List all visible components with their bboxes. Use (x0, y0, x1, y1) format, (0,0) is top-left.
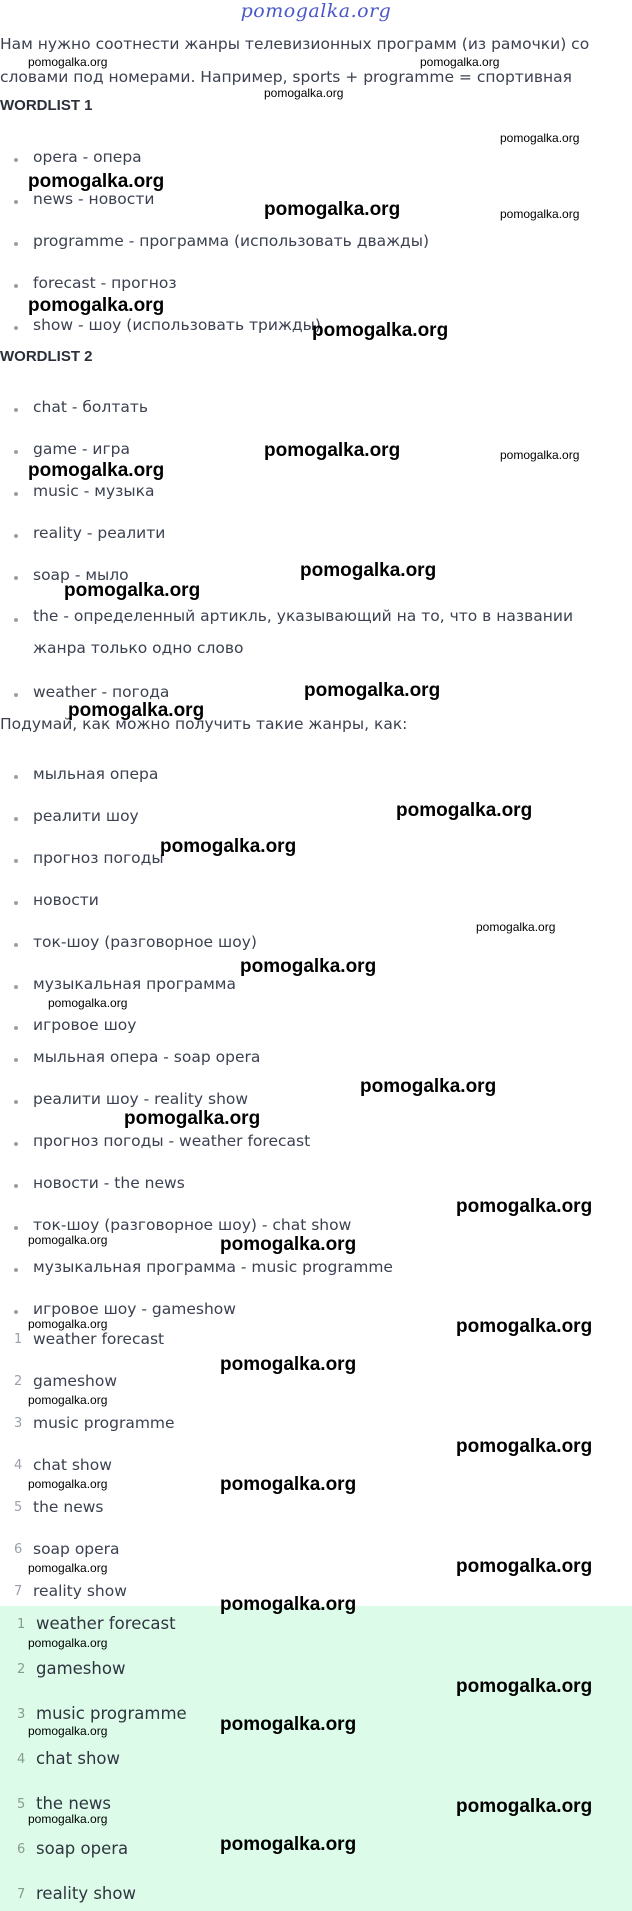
watermark: pomogalka.org (264, 86, 344, 100)
list-item: реалити шоу - reality show (14, 1090, 229, 1108)
watermark: pomogalka.org (28, 55, 108, 69)
answer-number: 4 (14, 1458, 23, 1473)
list-item: музыкальная программа - music programme (14, 1258, 374, 1276)
watermark: pomogalka.org (476, 920, 556, 934)
answer-number: 6 (17, 1842, 26, 1857)
watermark: pomogalka.org (160, 836, 297, 857)
list-item: chat - болтать (14, 398, 129, 416)
answer-number: 3 (17, 1707, 26, 1722)
list-item: игровое шоу - gameshow (14, 1300, 217, 1318)
watermark: pomogalka.org (456, 1196, 593, 1217)
watermark: pomogalka.org (420, 55, 500, 69)
watermark: pomogalka.org (312, 320, 449, 341)
watermark: pomogalka.org (304, 680, 441, 701)
answer-number: 7 (17, 1887, 26, 1902)
answer-number: 2 (14, 1374, 23, 1389)
watermark: pomogalka.org (48, 996, 128, 1010)
watermark: pomogalka.org (360, 1076, 497, 1097)
answer-number: 3 (14, 1416, 23, 1431)
watermark: pomogalka.org (500, 131, 580, 145)
list-item: новости (14, 891, 80, 909)
answer-number: 4 (17, 1752, 26, 1767)
watermark: pomogalka.org (124, 1108, 261, 1129)
watermark: pomogalka.org (456, 1556, 593, 1577)
list-item: weather - погода (14, 683, 150, 701)
watermark: pomogalka.org (456, 1316, 593, 1337)
answer-text: music programme (33, 1414, 175, 1432)
list-item: news - новости (14, 190, 135, 208)
answer-text: weather forecast (33, 1330, 165, 1348)
list-item: новости - the news (14, 1174, 166, 1192)
watermark: pomogalka.org (220, 1834, 357, 1855)
watermark: pomogalka.org (68, 700, 205, 721)
watermark: pomogalka.org (64, 580, 201, 601)
answer-number: 5 (17, 1797, 26, 1812)
list-item: soap - мыло (14, 566, 110, 584)
answer-text: weather forecast (36, 1614, 176, 1633)
list-item: игровое шоу (14, 1016, 117, 1034)
answer-text: gameshow (36, 1659, 126, 1678)
watermark: pomogalka.org (28, 171, 165, 192)
list-item: music - музыка (14, 482, 135, 500)
answer-text: soap opera (36, 1839, 129, 1858)
answer-number: 2 (17, 1662, 26, 1677)
answer-number: 5 (14, 1500, 23, 1515)
watermark: pomogalka.org (28, 460, 165, 481)
answer-number: 6 (14, 1542, 23, 1557)
watermark: pomogalka.org (220, 1474, 357, 1495)
watermark: pomogalka.org (456, 1436, 593, 1457)
list-item: прогноз погоды - weather forecast (14, 1132, 291, 1150)
answer-number: 1 (14, 1332, 23, 1347)
watermark: pomogalka.org (28, 295, 165, 316)
watermark: pomogalka.org (28, 1812, 108, 1826)
answer-text: gameshow (33, 1372, 118, 1390)
list-item: opera - опера (14, 148, 123, 166)
list-item: game - игра (14, 440, 111, 458)
list-item: ток-шоу (разговорное шоу) - chat show (14, 1216, 332, 1234)
list-item: the - определенный артикль, указывающий на то, что в названии жанра только одно слово (14, 608, 584, 672)
list-item: reality - реалити (14, 524, 146, 542)
watermark: pomogalka.org (28, 1233, 108, 1247)
watermark: pomogalka.org (264, 440, 401, 461)
answer-text: chat show (36, 1749, 120, 1768)
watermark: pomogalka.org (500, 448, 580, 462)
site-logo[interactable]: pomogalka.org (240, 0, 392, 22)
watermark: pomogalka.org (240, 956, 377, 977)
answer-text: music programme (36, 1704, 187, 1723)
watermark: pomogalka.org (28, 1477, 108, 1491)
watermark: pomogalka.org (500, 207, 580, 221)
list-item: ток-шоу (разговорное шоу) (14, 933, 238, 951)
answer-text: chat show (33, 1456, 112, 1474)
list-item: show - шоу (использовать трижды) (14, 316, 302, 334)
watermark: pomogalka.org (220, 1234, 357, 1255)
answer-text: the news (36, 1794, 112, 1813)
watermark: pomogalka.org (28, 1393, 108, 1407)
answer-text: reality show (33, 1582, 127, 1600)
answer-text: the news (33, 1498, 104, 1516)
list-item: музыкальная программа (14, 975, 217, 993)
watermark: pomogalka.org (28, 1561, 108, 1575)
watermark: pomogalka.org (28, 1317, 108, 1331)
answer-text: soap opera (33, 1540, 120, 1558)
watermark: pomogalka.org (28, 1724, 108, 1738)
watermark: pomogalka.org (264, 199, 401, 220)
think-prompt: Подумай, как можно получить такие жанры, как: (0, 715, 408, 733)
answer-text: reality show (36, 1884, 136, 1903)
watermark: pomogalka.org (456, 1796, 593, 1817)
watermark: pomogalka.org (456, 1676, 593, 1697)
watermark: pomogalka.org (300, 560, 437, 581)
watermark: pomogalka.org (28, 1636, 108, 1650)
list-item: реалити шоу (14, 807, 120, 825)
list-item: прогноз погоды (14, 849, 145, 867)
answer-number: 7 (14, 1584, 23, 1599)
answer-number: 1 (17, 1617, 26, 1632)
watermark: pomogalka.org (220, 1594, 357, 1615)
list-item: мыльная опера (14, 765, 139, 783)
list-item: programme - программа (использовать дважды) (14, 232, 410, 250)
wordlist-1-heading: WORDLIST 1 (0, 97, 93, 114)
watermark: pomogalka.org (396, 800, 533, 821)
intro-text: Нам нужно соотнести жанры телевизионных программ (из рамочки) со словами под номерами. Например, sports + programme = спортивная (0, 35, 590, 86)
wordlist-2-heading: WORDLIST 2 (0, 348, 93, 365)
watermark: pomogalka.org (220, 1354, 357, 1375)
watermark: pomogalka.org (220, 1714, 357, 1735)
list-item: мыльная опера - soap opera (14, 1048, 241, 1066)
list-item: forecast - прогноз (14, 274, 158, 292)
